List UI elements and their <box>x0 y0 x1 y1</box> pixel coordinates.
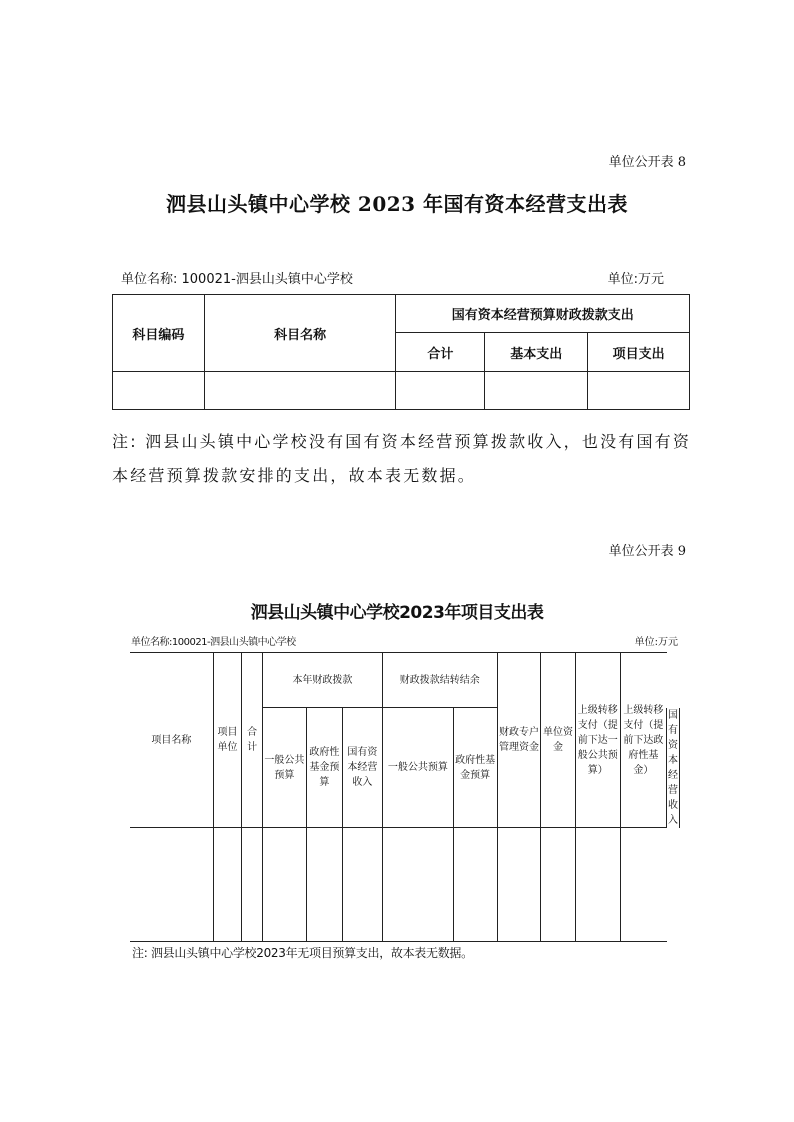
empty-cell <box>541 828 575 942</box>
empty-cell <box>575 828 620 942</box>
empty-cell <box>396 372 485 410</box>
unit-label: 单位:万元 <box>634 637 678 648</box>
empty-cell <box>342 828 382 942</box>
header-unit-funds: 单位资金 <box>541 653 575 828</box>
header-total: 合计 <box>242 653 263 828</box>
empty-cell <box>588 372 690 410</box>
header-g1-state: 国有资本经营收入 <box>342 708 382 828</box>
header-g2-fund: 政府性基金预算 <box>453 708 497 828</box>
header-special-account: 财政专户管理资金 <box>497 653 541 828</box>
header-current-allocation: 本年财政拨款 <box>262 653 382 708</box>
unit-name-label: 单位名称: 100021-泗县山头镇中心学校 <box>121 272 353 287</box>
unit-name-label: 单位名称:100021-泗县山头镇中心学校 <box>131 637 296 648</box>
empty-cell <box>620 828 666 942</box>
header-transfer-general: 上级转移支付（提前下达一般公共预算） <box>575 653 620 828</box>
header-total: 合计 <box>396 333 485 372</box>
empty-cell <box>485 372 588 410</box>
header-project-unit: 项目单位 <box>213 653 241 828</box>
header-transfer-fund: 上级转移支付（提前下达政府性基金） <box>620 653 666 828</box>
header-code: 科目编码 <box>113 295 205 372</box>
section-title: 泗县山头镇中心学校2023年项目支出表 <box>250 603 544 623</box>
table-row <box>113 372 690 410</box>
table-tag: 单位公开表 8 <box>608 155 686 170</box>
empty-cell <box>453 828 497 942</box>
empty-cell <box>262 828 306 942</box>
header-project: 项目支出 <box>588 333 690 372</box>
header-carryover: 财政拨款结转结余 <box>382 653 497 708</box>
empty-cell <box>204 372 396 410</box>
empty-cell <box>306 828 342 942</box>
empty-cell <box>497 828 541 942</box>
header-g2-state: 国有资本经营收入 <box>668 709 678 826</box>
table-note: 注: 泗县山头镇中心学校没有国有资本经营预算拨款收入，也没有国有资本经营预算拨款安排的支出，故本表无数据。 <box>112 432 692 485</box>
empty-cell <box>242 828 263 942</box>
empty-cell <box>382 828 453 942</box>
empty-cell <box>113 372 205 410</box>
header-g1-general: 一般公共预算 <box>262 708 306 828</box>
table-tag: 单位公开表 9 <box>608 544 686 559</box>
header-group: 国有资本经营预算财政拨款支出 <box>396 295 690 333</box>
project-expenditure-table <box>130 652 680 942</box>
empty-cell <box>213 828 241 942</box>
header-g1-fund: 政府性基金预算 <box>306 708 342 828</box>
table-row <box>130 828 680 942</box>
header-basic: 基本支出 <box>485 333 588 372</box>
empty-cell <box>130 828 213 942</box>
header-project-name: 项目名称 <box>130 653 213 828</box>
unit-label: 单位:万元 <box>607 272 664 287</box>
header-name: 科目名称 <box>204 295 396 372</box>
table-note: 注: 泗县山头镇中心学校2023年无项目预算支出，故本表无数据。 <box>132 946 473 960</box>
state-capital-expenditure-table <box>112 294 690 410</box>
page-title: 泗县山头镇中心学校 2023 年国有资本经营支出表 <box>165 192 629 216</box>
header-g2-general: 一般公共预算 <box>382 708 453 828</box>
